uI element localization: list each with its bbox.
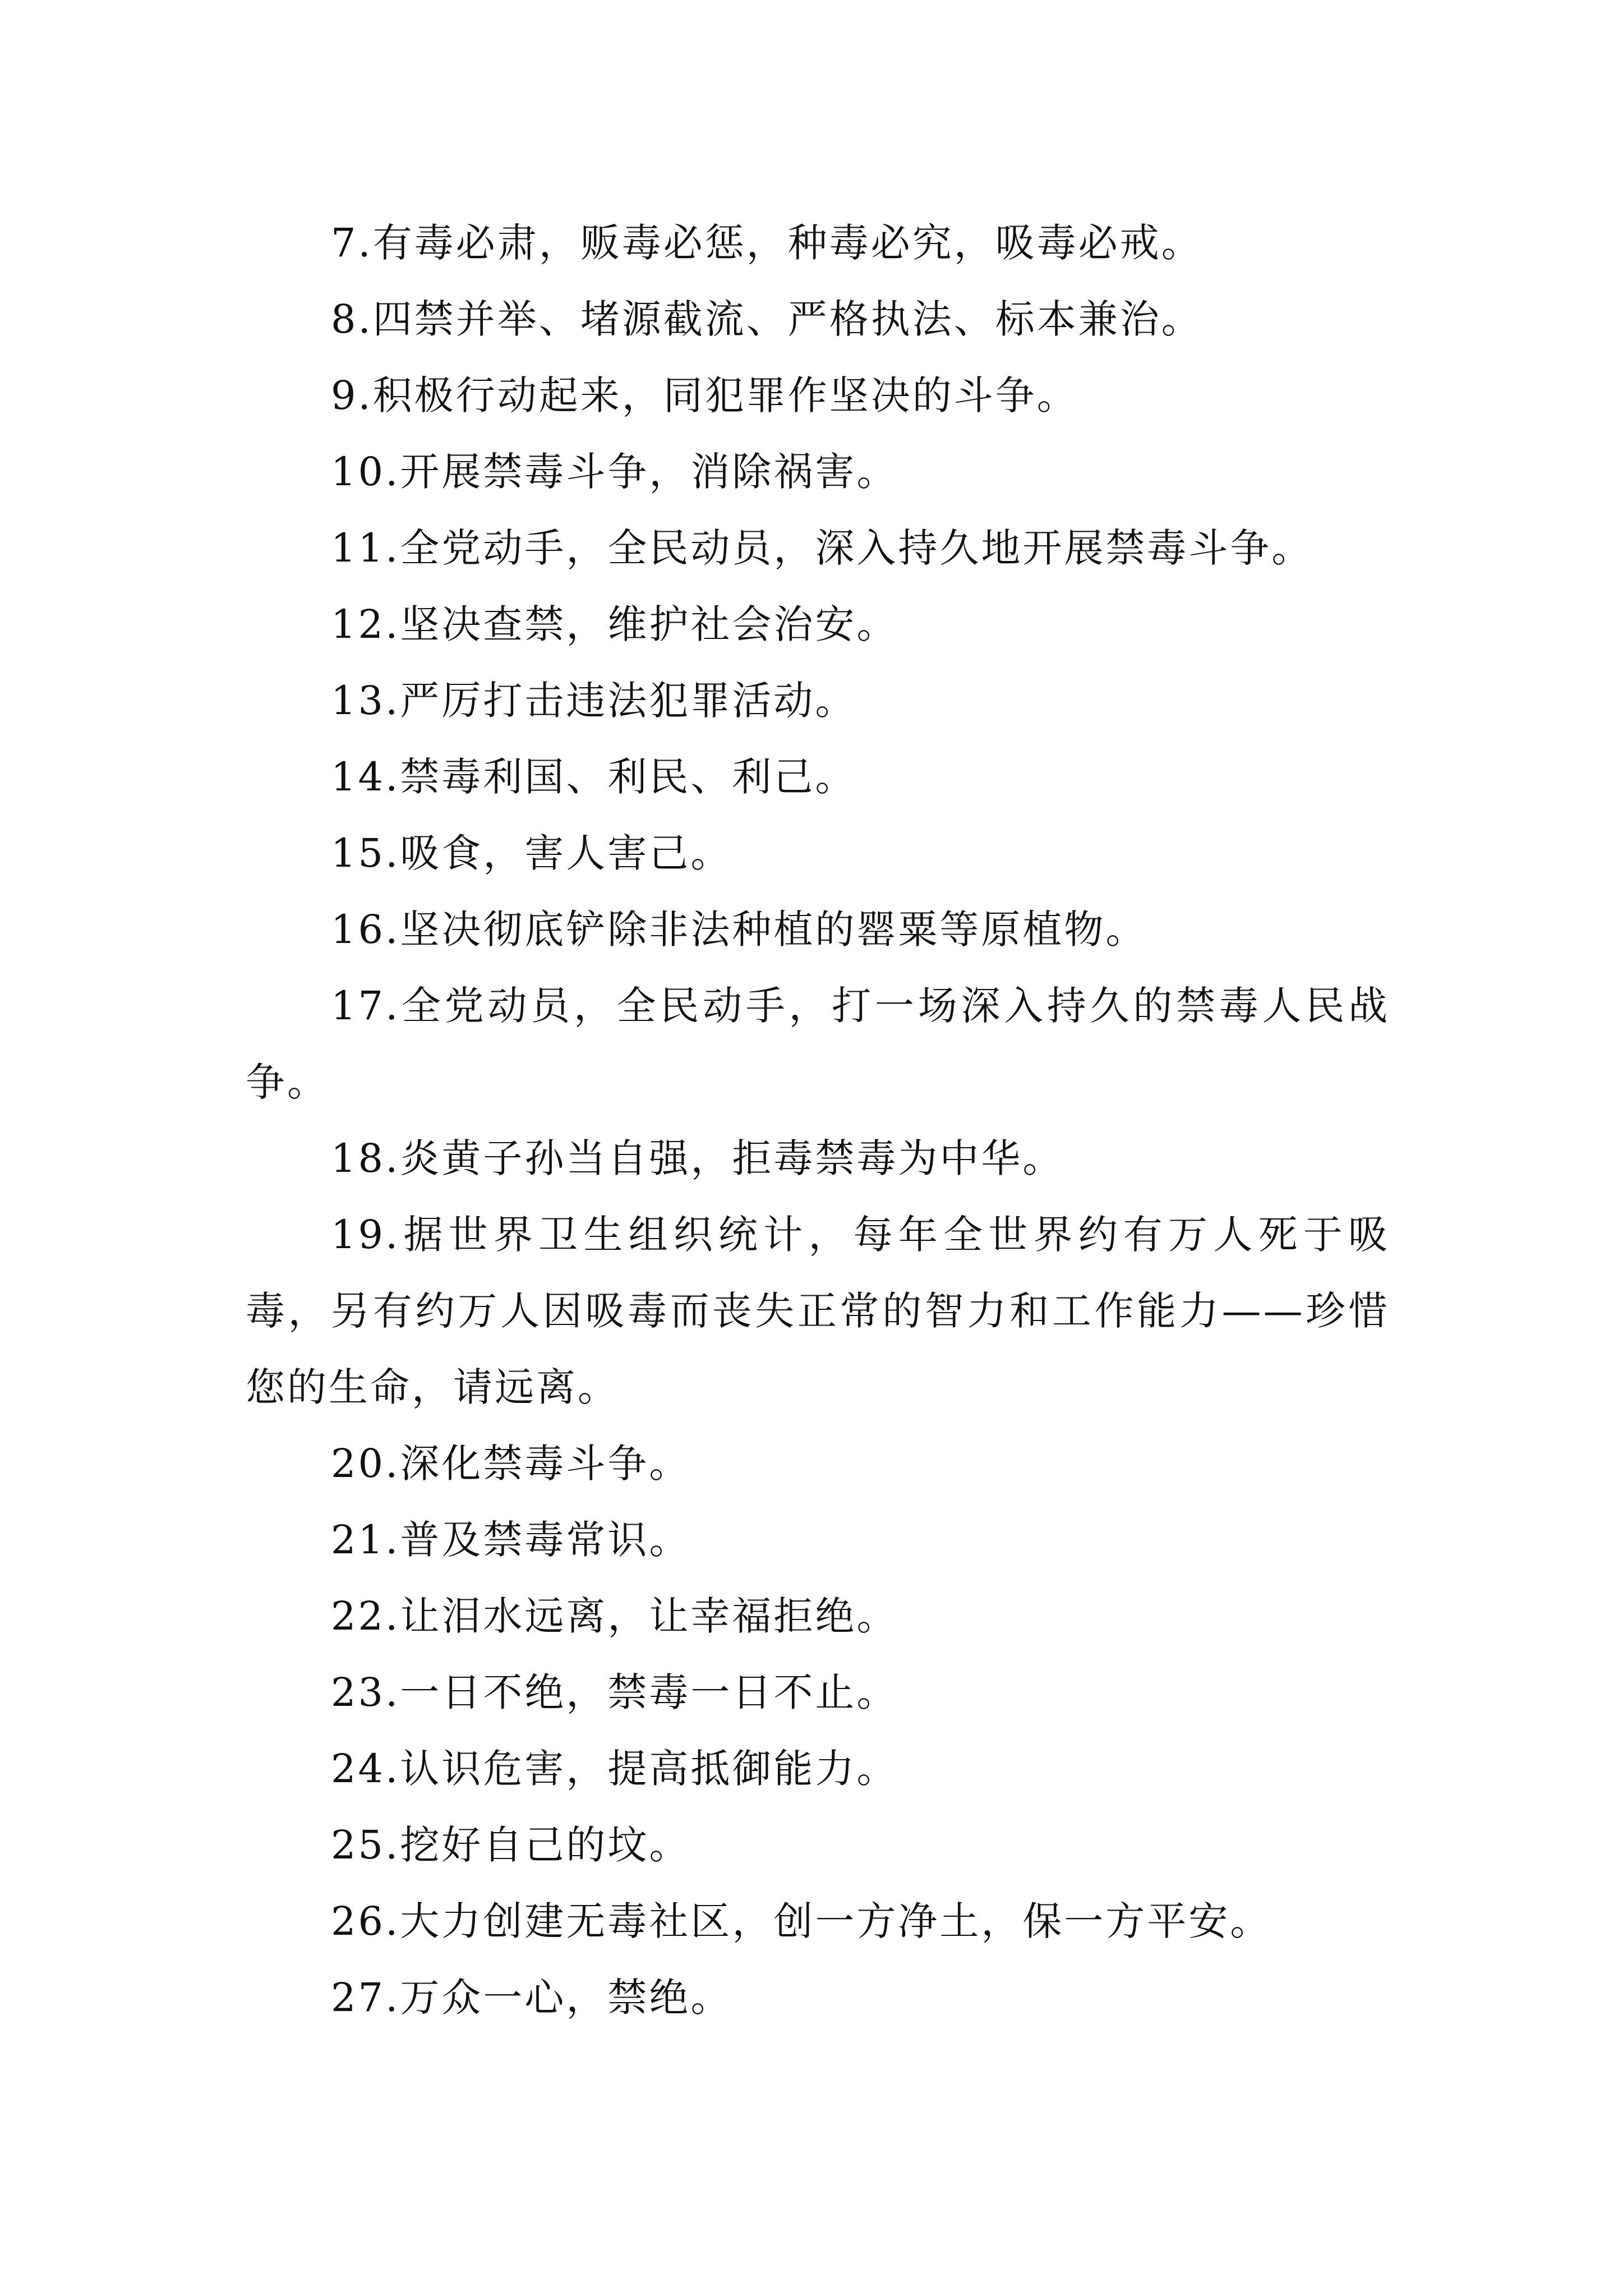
list-item: 18.炎黄子孙当自强，拒毒禁毒为中华。 — [331, 1135, 1064, 1181]
list-item: 11.全党动手，全民动员，深入持久地开展禁毒斗争。 — [331, 525, 1313, 571]
list-item: 23.一日不绝，禁毒一日不止。 — [331, 1669, 898, 1715]
slogan-list — [246, 205, 1390, 2036]
list-item: 14.禁毒利国、利民、利己。 — [331, 754, 857, 800]
list-item: 19.据世界卫生组织统计，每年全世界约有万人死于吸毒，另有约万人因吸毒而丧失正常的智力和工作能力——珍惜您的生命，请远离。 — [246, 1212, 1390, 1410]
list-item: 20.深化禁毒斗争。 — [331, 1441, 691, 1487]
list-item: 9.积极行动起来，同犯罪作坚决的斗争。 — [331, 372, 1078, 418]
list-item: 24.认识危害，提高抵御能力。 — [331, 1746, 898, 1792]
list-item: 7.有毒必肃，贩毒必惩，种毒必究，吸毒必戒。 — [331, 220, 1203, 266]
list-item: 21.普及禁毒常识。 — [331, 1517, 691, 1563]
list-item: 25.挖好自己的坟。 — [331, 1822, 691, 1868]
list-item: 16.坚决彻底铲除非法种植的罂粟等原植物。 — [331, 907, 1147, 953]
list-item: 27.万众一心，禁绝。 — [331, 1975, 732, 2021]
list-item: 17.全党动员，全民动手，打一场深入持久的禁毒人民战争。 — [246, 983, 1390, 1105]
list-item: 12.坚决查禁，维护社会治安。 — [331, 601, 898, 647]
list-item: 10.开展禁毒斗争，消除祸害。 — [331, 449, 898, 495]
list-item: 22.让泪水远离，让幸福拒绝。 — [331, 1593, 898, 1639]
list-item: 26.大力创建无毒社区，创一方净土，保一方平安。 — [331, 1898, 1272, 1944]
list-item: 13.严厉打击违法犯罪活动。 — [331, 678, 857, 724]
list-item: 8.四禁并举、堵源截流、严格执法、标本兼治。 — [331, 296, 1203, 342]
list-item: 15.吸食，害人害己。 — [331, 830, 732, 876]
